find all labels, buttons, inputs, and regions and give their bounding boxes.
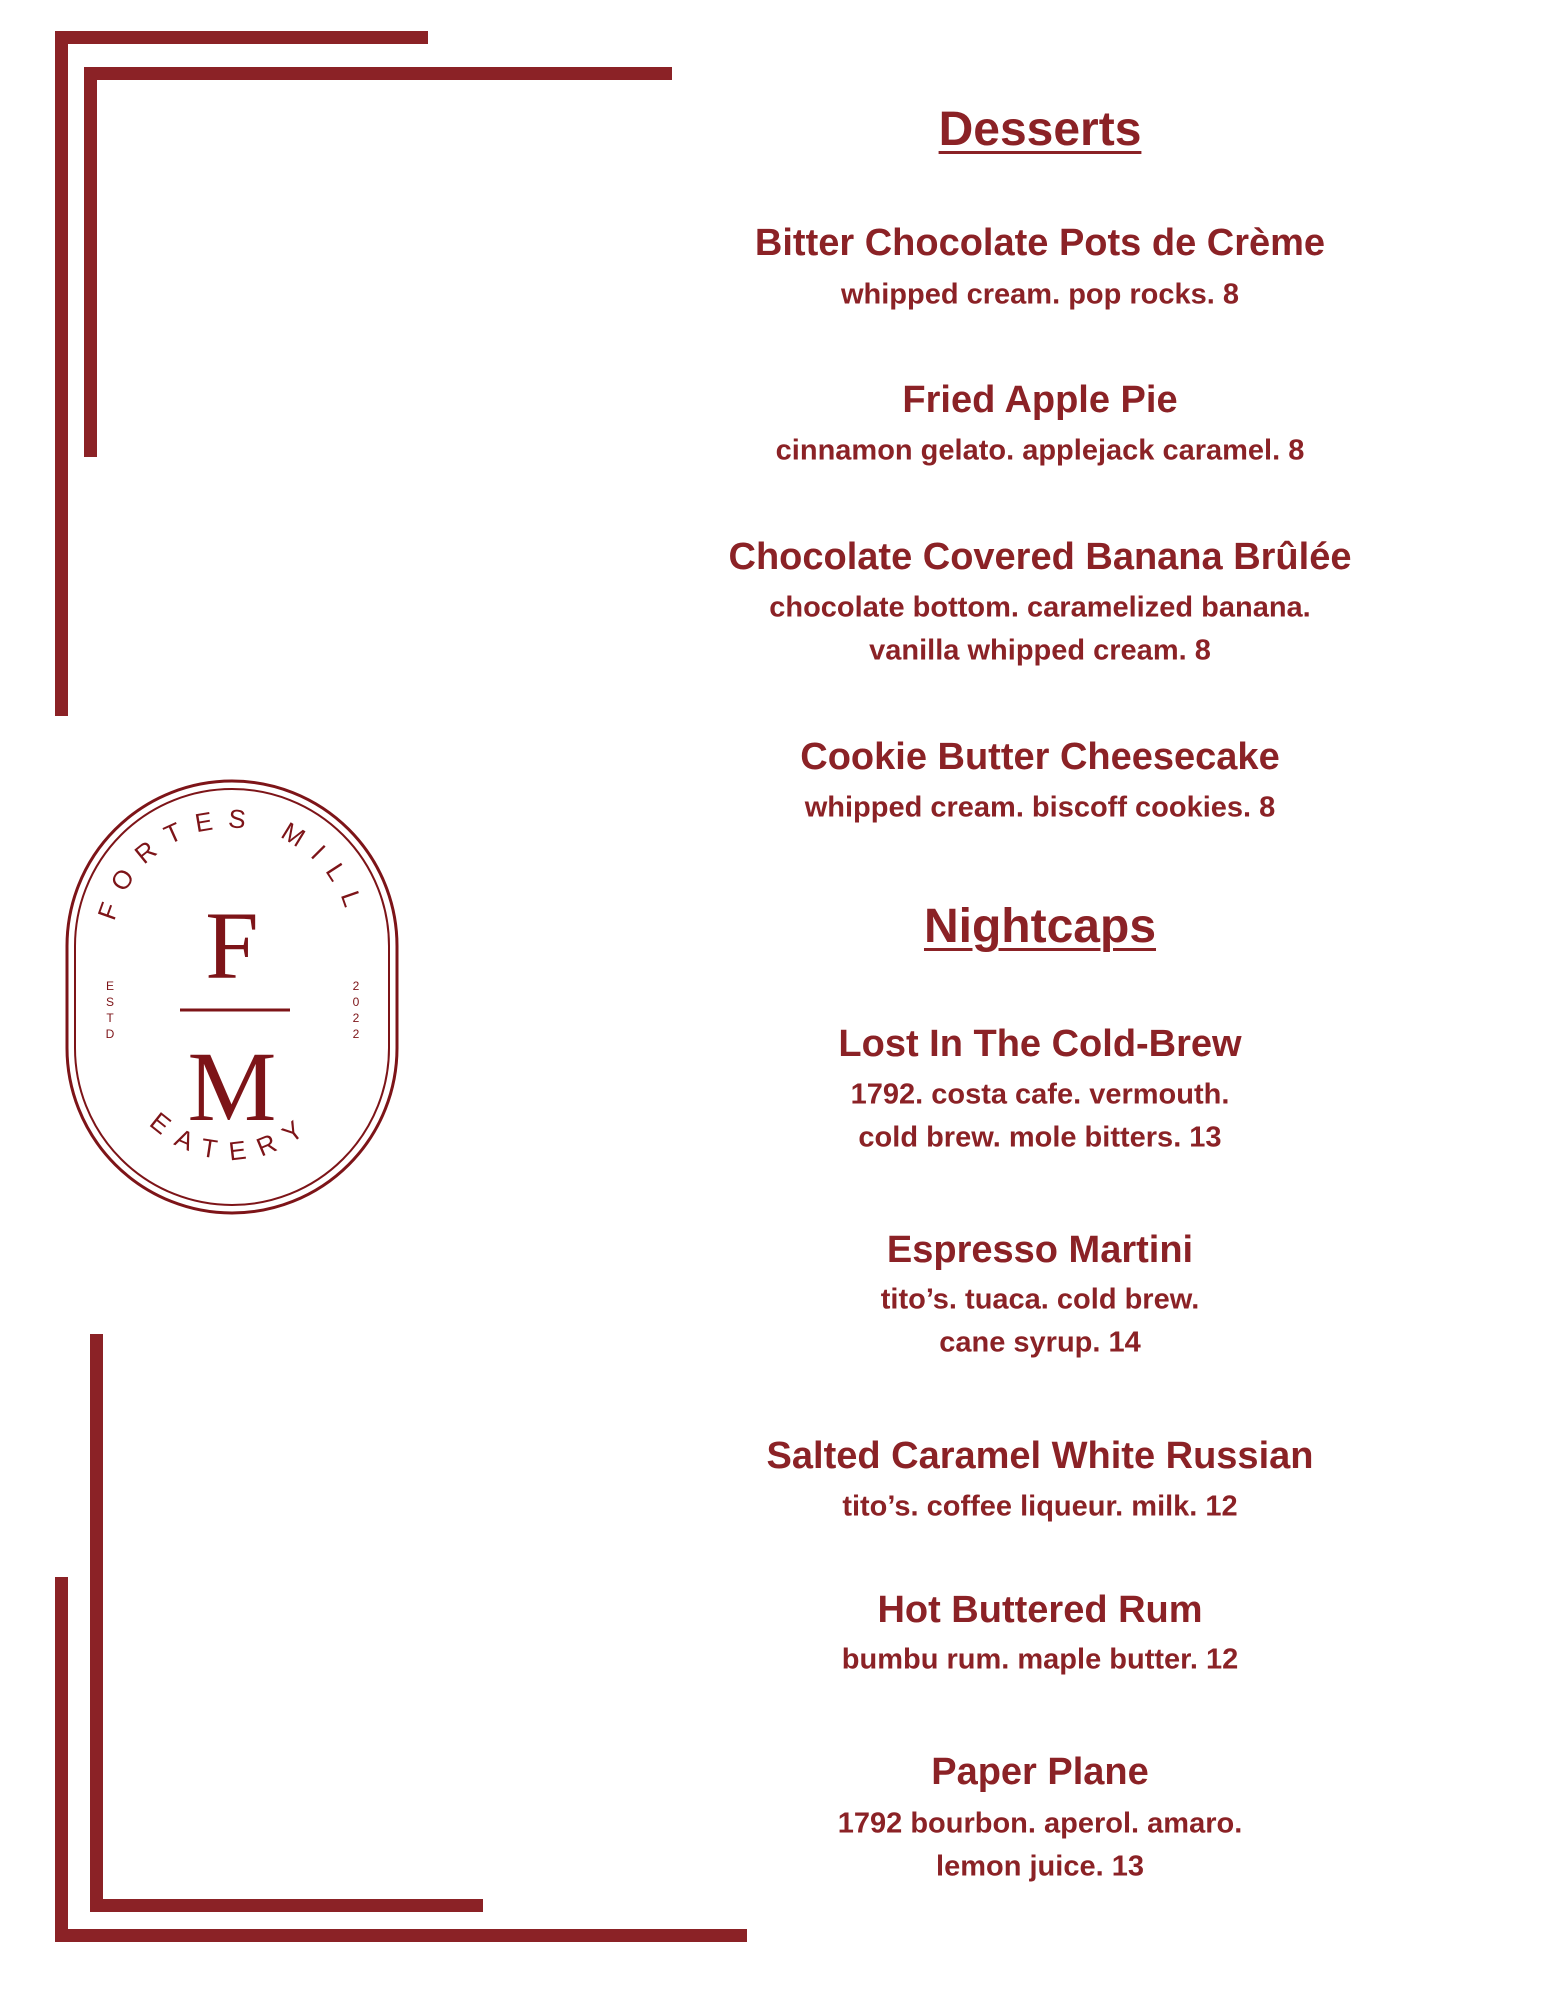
menu-item-title: Espresso Martini xyxy=(886,1229,1194,1271)
menu-item-title: Fried Apple Pie xyxy=(902,379,1178,421)
svg-text:2: 2 xyxy=(352,1027,360,1041)
section-heading-desserts: Desserts xyxy=(938,103,1142,156)
bottom-inner-bracket-vertical xyxy=(90,1334,103,1912)
menu-item-description: 1792 bourbon. aperol. amaro. xyxy=(837,1807,1243,1840)
svg-text:E: E xyxy=(105,979,115,993)
svg-text:D: D xyxy=(105,1027,115,1041)
svg-text:S: S xyxy=(105,995,115,1009)
menu-item-description: whipped cream. pop rocks. 8 xyxy=(840,278,1240,311)
svg-text:0: 0 xyxy=(352,995,360,1009)
bottom-inner-bracket-horizontal xyxy=(90,1899,483,1912)
top-inner-bracket-vertical xyxy=(84,67,97,457)
menu-item-description: 1792. costa cafe. vermouth. xyxy=(850,1078,1230,1111)
section-heading-nightcaps: Nightcaps xyxy=(923,900,1157,953)
menu-item-description: tito’s. tuaca. cold brew. xyxy=(880,1283,1200,1316)
menu-item-description: vanilla whipped cream. 8 xyxy=(869,634,1211,667)
menu-item-description: bumbu rum. maple butter. 12 xyxy=(841,1643,1239,1676)
svg-text:T: T xyxy=(106,1011,114,1025)
logo-arc-top-text: FORTES MILL xyxy=(91,803,373,924)
menu-item-title: Bitter Chocolate Pots de Crème xyxy=(754,222,1326,264)
menu-item-description: cane syrup. 14 xyxy=(939,1326,1141,1359)
menu-item-description: lemon juice. 13 xyxy=(936,1850,1144,1883)
svg-text:2: 2 xyxy=(352,979,360,993)
bottom-outer-bracket-vertical xyxy=(55,1577,68,1942)
logo-arc-bottom-text: EATERY xyxy=(144,1105,320,1167)
menu-item-title: Salted Caramel White Russian xyxy=(766,1435,1314,1477)
logo-monogram-f: F xyxy=(205,892,259,999)
logo-year-text xyxy=(353,979,360,1041)
menu-item-description: chocolate bottom. caramelized banana. xyxy=(769,591,1311,624)
menu-item-description: cold brew. mole bitters. 13 xyxy=(858,1121,1222,1154)
svg-text:2: 2 xyxy=(352,1011,360,1025)
logo-estd-text xyxy=(106,979,115,1041)
menu-item-title: Lost In The Cold-Brew xyxy=(838,1023,1242,1065)
menu-item-title: Paper Plane xyxy=(931,1751,1149,1793)
menu-item-description: cinnamon gelato. applejack caramel. 8 xyxy=(775,434,1305,467)
logo-monogram-m: M xyxy=(187,1031,277,1142)
menu-item-title: Hot Buttered Rum xyxy=(877,1589,1203,1631)
bottom-outer-bracket-horizontal xyxy=(55,1929,747,1942)
top-inner-bracket-horizontal xyxy=(84,67,672,80)
menu-item-description: whipped cream. biscoff cookies. 8 xyxy=(804,791,1276,824)
top-outer-bracket-vertical xyxy=(55,31,68,716)
menu-item-title: Cookie Butter Cheesecake xyxy=(800,736,1280,778)
top-outer-bracket-horizontal xyxy=(55,31,428,44)
fortes-mill-eatery-logo xyxy=(64,778,400,1216)
menu-item-title: Chocolate Covered Banana Brûlée xyxy=(728,536,1352,578)
menu-item-description: tito’s. coffee liqueur. milk. 12 xyxy=(842,1490,1238,1523)
